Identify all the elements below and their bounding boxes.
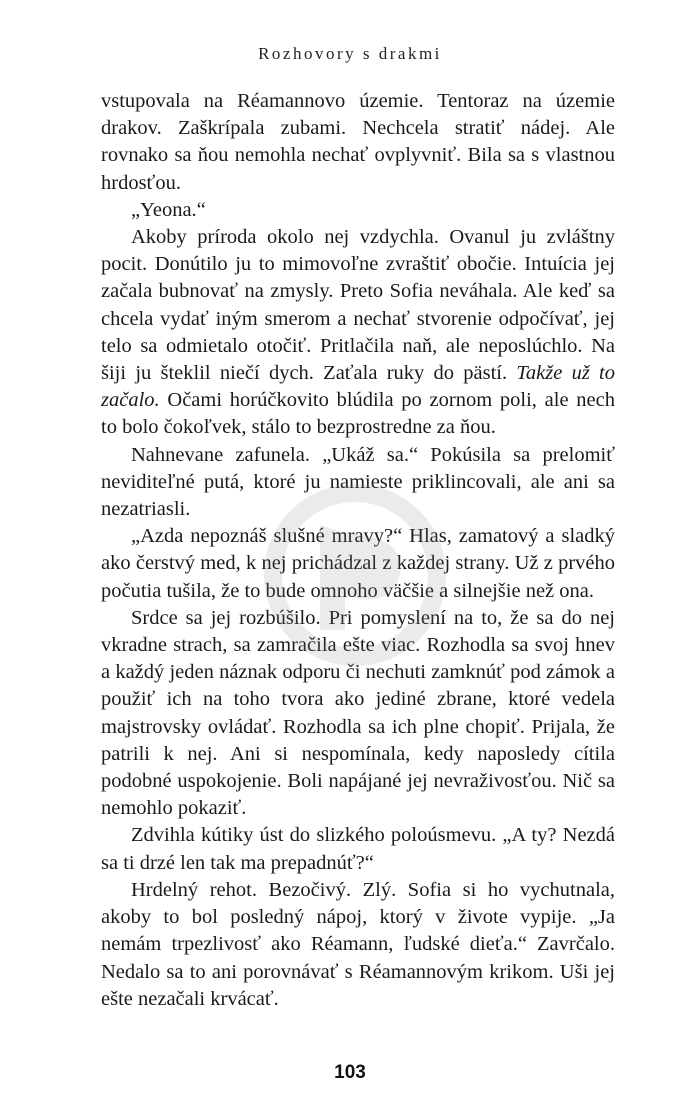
- page-number: 103: [334, 1062, 366, 1083]
- paragraph-4: Nahnevane zafunela. „Ukáž sa.“ Pokúsila sa prelomiť neviditeľné putá, ktoré ju namieste priklincovali, ale ani sa nezatriasli.: [101, 443, 615, 521]
- paragraph-8: Hrdelný rehot. Bezočivý. Zlý. Sofia si ho vychutnala, akoby to bol posledný nápoj, ktorý v živote vypije. „Ja nemám trpezlivosť ako Réamann, ľudské dieťa.“ Zavrčalo. Nedalo sa to ani porovnávať s Réamannovým krikom. Uši jej ešte nezačali krvácať.: [101, 878, 615, 1010]
- running-header: Rozhovory s drakmi: [258, 44, 442, 63]
- paragraph-5: „Azda nepoznáš slušné mravy?“ Hlas, zamatový a sladký ako čerstvý med, k nej prichádzal z každej strany. Už z prvého počutia tušila, že to bude omnoho väčšie a silnejšie než ona.: [101, 525, 615, 602]
- paragraph-2: „Yeona.“: [131, 198, 206, 221]
- page-body: [101, 88, 615, 1013]
- paragraph-3-part-b: Očami horúčkovito blúdila po zornom poli, ale nech to bolo čokoľvek, stálo to bezprostredne za ňou.: [101, 389, 616, 439]
- paragraph-6: Srdce sa jej rozbúšilo. Pri pomyslení na to, že sa do nej vkradne strach, sa zamračila ešte viac. Rozhodla sa svoj hnev a každý jeden náznak odporu či nechuti zamknúť pod zámok a použiť ich na toho tvora ako jediné zbrane, ktoré vedela majstrovsky ovládať. Rozhodla sa ich plne chopiť. Prijala, že patrili k nej. Ani si nespomínala, kedy naposledy cítila podobné uspokojenie. Boli napájané jej nevraživosťou. Nič sa nemohlo pokaziť.: [101, 606, 615, 820]
- paragraph-1: vstupovala na Réamannovo územie. Tentoraz na územie drakov. Zaškrípala zubami. Nechcela stratiť nádej. Ale rovnako sa ňou nemohla nechať ovplyvniť. Bila sa s vlastnou hrdosťou.: [101, 90, 615, 194]
- paragraph-7: Zdvihla kútiky úst do slizkého poloúsmevu. „A ty? Nezdá sa ti drzé len tak ma prepadnúť?“: [101, 824, 615, 874]
- italic-thought: Takže už to začalo.: [101, 362, 615, 412]
- paragraph-3-part-a: Akoby príroda okolo nej vzdychla. Ovanul ju zvláštny pocit. Donútilo ju to mimovoľne zvraštiť obočie. Intuícia jej začala bubnovať na zmysly. Preto Sofia neváhala. Ale keď sa chcela vydať iným smerom a nechať stvorenie odpočívať, jej telo sa odmietalo otočiť. Pritlačila naň, ale neposlúchlo. Na šiji ju šteklil niečí dych. Zaťala ruky do pästí.: [101, 226, 615, 385]
- paragraph-3: [101, 224, 615, 442]
